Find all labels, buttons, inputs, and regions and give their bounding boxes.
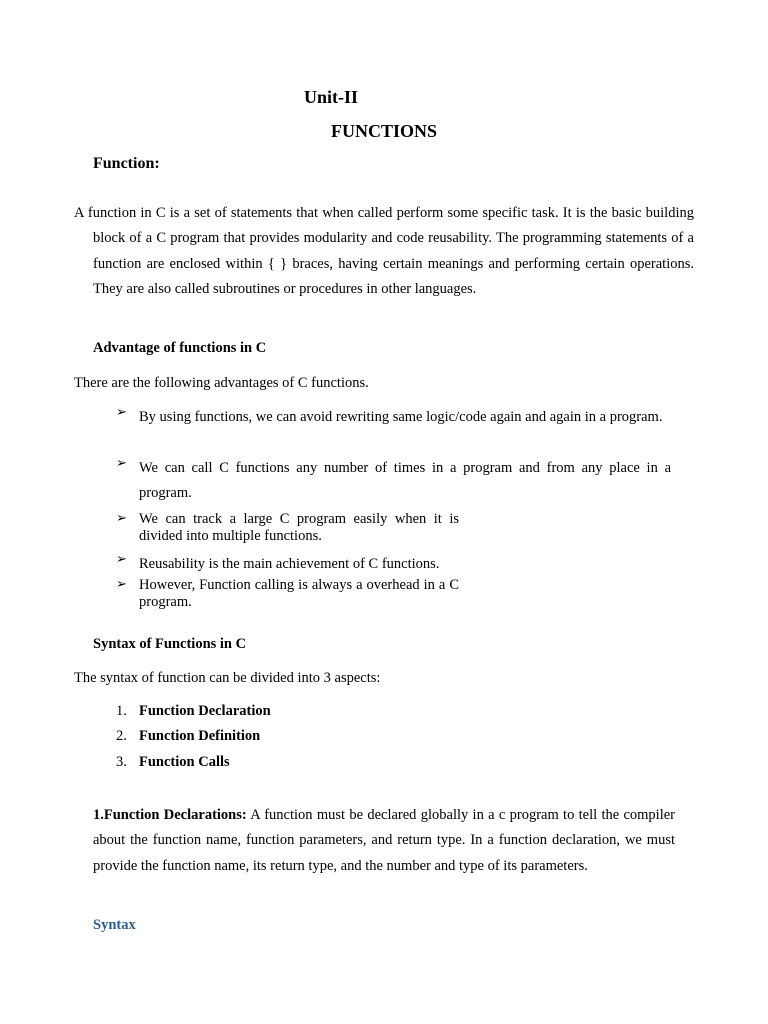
arrow-bullet-icon: ➢ (116, 511, 127, 526)
advantages-heading: Advantage of functions in C (93, 340, 267, 356)
list-item (116, 754, 230, 771)
list-item-text: We can call C functions any number of times in a program and from any place in a program. (139, 460, 671, 502)
unit-label: Unit-II (304, 87, 359, 107)
list-number: 2. (116, 728, 127, 744)
arrow-bullet-icon: ➢ (116, 552, 127, 567)
list-item (116, 728, 260, 745)
list-item-label: Function Definition (139, 728, 261, 744)
syntax-label: Syntax (93, 917, 136, 933)
declarations-lead: 1.Function Declarations: (93, 807, 247, 823)
arrow-bullet-icon: ➢ (116, 456, 127, 471)
declarations-text: A function must be declared globally in a c program to tell the compiler about the function name, function parameters, and return type. In a function declaration, we must provide the function name, its return type, and the number and type of its parameters. (93, 807, 676, 874)
declarations-paragraph (93, 803, 675, 879)
intro-paragraph: A function in C is a set of statements that when called perform some specific task. It is the basic building block of a C program that provides modularity and code reusability. The programming statements of a function are enclosed within { } braces, having certain meanings and performing certain operations. They are also called subroutines or procedures in other languages. (74, 205, 694, 297)
syntax-intro: The syntax of function can be divided into 3 aspects: (74, 670, 381, 686)
syntax-heading: Syntax of Functions in C (93, 636, 247, 652)
arrow-bullet-icon: ➢ (116, 577, 127, 592)
list-item-label: Function Calls (139, 754, 230, 770)
page-title: FUNCTIONS (330, 121, 437, 141)
list-item-label: Function Declaration (139, 703, 271, 719)
list-item (116, 703, 271, 720)
list-item-text: We can track a large C program easily when it is divided into multiple functions. (139, 511, 459, 544)
arrow-bullet-icon: ➢ (116, 405, 127, 420)
list-item-text: However, Function calling is always a overhead in a C program. (139, 577, 459, 610)
list-item-text: Reusability is the main achievement of C functions. (139, 556, 440, 572)
list-item-text: By using functions, we can avoid rewriting same logic/code again and again in a program. (139, 409, 663, 425)
list-number: 3. (116, 754, 127, 770)
list-number: 1. (116, 703, 127, 719)
function-heading: Function: (93, 155, 160, 172)
advantages-intro: There are the following advantages of C functions. (74, 375, 369, 391)
